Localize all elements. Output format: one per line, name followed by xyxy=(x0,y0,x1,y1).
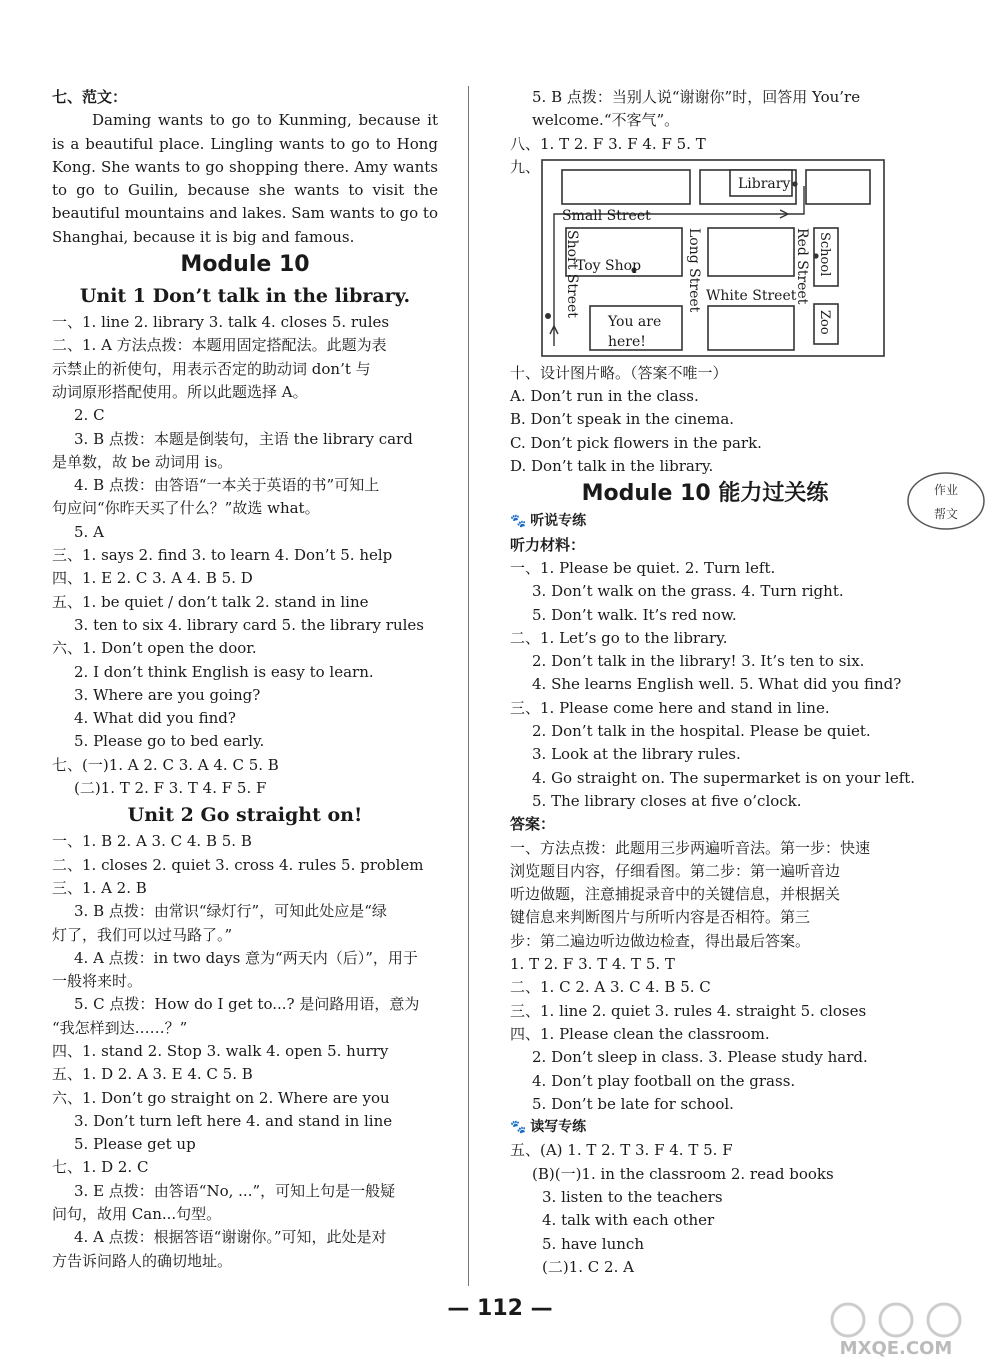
answer-line: 一、方法点拨：此题用三步两遍听音法。第一步：快速 xyxy=(510,838,871,857)
answer-line: 二、1. closes 2. quiet 3. cross 4. rules 5. problem xyxy=(52,855,424,874)
reading-section-heading: 🐾 读写专练 xyxy=(510,1116,900,1139)
answer-line: 十、设计图片略。（答案不唯一） xyxy=(510,363,728,382)
map-white-street: White Street xyxy=(706,287,797,304)
unit2-answers xyxy=(52,830,438,1273)
answer-line: 五、1. be quiet / don’t talk 2. stand in line xyxy=(52,592,369,611)
answer-line: (B)(一)1. in the classroom 2. read books xyxy=(532,1164,834,1183)
page-number: — 112 — xyxy=(447,1296,553,1321)
paw-icon: 🐾 xyxy=(510,514,527,530)
ability-module-title: Module 10 能力过关练 xyxy=(581,481,829,507)
answer-line: 4. What did you find? xyxy=(74,709,236,728)
block-bottom-middle xyxy=(708,306,794,350)
answer-line: A. Don’t run in the class. xyxy=(510,387,699,406)
answer-line: 六、1. Don’t go straight on 2. Where are you xyxy=(52,1088,390,1107)
answer-line: welcome.“不客气”。 xyxy=(532,111,680,130)
answer-line: 3. Don’t turn left here 4. and stand in line xyxy=(74,1111,393,1130)
left-column xyxy=(52,86,438,1273)
material-heading: 听力材料： xyxy=(510,535,586,554)
answer-line: 键信息来判断图片与所听内容是否相符。第三 xyxy=(510,908,811,927)
answer-line: 3. E 点拨：由答语“No, ...”，可知上句是一般疑 xyxy=(74,1181,396,1200)
answer-line: 听边做题，注意捕捉录音中的关键信息，并根据关 xyxy=(510,885,841,904)
answer-line: 三、1. line 2. quiet 3. rules 4. straight 5. closes xyxy=(510,1001,867,1020)
map-long-street: Long Street xyxy=(686,227,702,313)
answer-line: 三、1. A 2. B xyxy=(52,878,147,897)
answer-line: 2. Don’t sleep in class. 3. Please study hard. xyxy=(532,1048,868,1067)
answer-line: 三、1. says 2. find 3. to learn 4. Don’t 5. help xyxy=(52,546,393,565)
answer-line: 5. C 点拨：How do I get to...? 是问路用语，意为 xyxy=(74,995,420,1014)
right-column xyxy=(510,86,916,1279)
homework-stamp-icon xyxy=(904,468,988,534)
answer-line: 4. A 点拨：根据答语“谢谢你。”可知，此处是对 xyxy=(74,1228,387,1247)
answer-line: 4. Go straight on. The supermarket is on your left. xyxy=(532,768,916,787)
answer-line: 三、1. Please come here and stand in line. xyxy=(510,698,830,717)
answer-line: 5. Please get up xyxy=(74,1135,196,1154)
answer-line: “我怎样到达……？” xyxy=(52,1018,188,1037)
essay-heading: 七、范文： xyxy=(52,88,128,106)
answer-line: 示禁止的祈使句，用表示否定的助动词 don’t 与 xyxy=(52,359,371,378)
svg-text:MXQE.COM: MXQE.COM xyxy=(839,1338,953,1359)
reading-answers xyxy=(510,1139,900,1279)
answer-line: 2. Don’t talk in the library! 3. It’s ten to six. xyxy=(532,652,865,671)
answer-line: 4. B 点拨：由答语“一本关于英语的书”可知上 xyxy=(74,476,380,495)
answer-line: 1. T 2. F 3. T 4. T 5. T xyxy=(510,955,675,974)
answer-line: 一、1. B 2. A 3. C 4. B 5. B xyxy=(52,832,252,851)
answer-line: 3. B 点拨：由常识“绿灯行”，可知此处应是“绿 xyxy=(74,902,387,921)
answer-line: 3. Look at the library rules. xyxy=(532,745,741,764)
library-dot xyxy=(792,181,797,186)
answer-line: 四、1. Please clean the classroom. xyxy=(510,1024,770,1043)
paw-icon: 🐾 xyxy=(510,1120,527,1136)
answer-line: 四、1. E 2. C 3. A 4. B 5. D xyxy=(52,569,253,588)
map-short-street: Short Street xyxy=(564,229,580,318)
answer-line: 3. B 点拨：本题是倒装句，主语 the library card xyxy=(74,429,413,448)
answer-line: 4. Don’t play football on the grass. xyxy=(532,1071,796,1090)
answer-line: 二、1. Let’s go to the library. xyxy=(510,628,728,647)
answer-line: 2. Don’t talk in the hospital. Please be quiet. xyxy=(532,722,871,741)
answer-line: B. Don’t speak in the cinema. xyxy=(510,410,735,429)
design-answers xyxy=(510,362,900,478)
answer-line: 二、1. C 2. A 3. C 4. B 5. C xyxy=(510,978,711,997)
answer-line: 二、1. A 方法点拨：本题用固定搭配法。此题为表 xyxy=(52,336,387,355)
answer-line: 四、1. stand 2. Stop 3. walk 4. open 5. hurry xyxy=(52,1041,389,1060)
answer-line: 一、1. line 2. library 3. talk 4. closes 5. rules xyxy=(52,313,390,332)
map-here: here! xyxy=(608,333,646,350)
answer-line: 灯了，我们可以过马路了。” xyxy=(52,925,233,944)
answer-line: 2. C xyxy=(74,406,105,425)
answer-line: 一般将来时。 xyxy=(52,972,143,991)
svg-text:作业: 作业 xyxy=(933,483,959,497)
answer-line: 动词原形搭配使用。所以此题选择 A。 xyxy=(52,382,308,401)
start-dot xyxy=(545,313,551,319)
answer-line: C. Don’t pick flowers in the park. xyxy=(510,433,762,452)
block-middle xyxy=(708,228,794,276)
answer-line: 5. A xyxy=(74,522,104,541)
listening-section-heading: 🐾 听说专练 xyxy=(510,510,900,533)
svg-text:帮文: 帮文 xyxy=(933,507,959,521)
answer-line: 是单数，故 be 动词用 is。 xyxy=(52,452,233,471)
unit1-title: Unit 1 Don’t talk in the library. xyxy=(79,285,411,308)
block-top-right xyxy=(806,170,870,204)
answer-line: 五、1. D 2. A 3. E 4. C 5. B xyxy=(52,1065,253,1084)
listening-material xyxy=(510,557,916,813)
listening-answers xyxy=(510,837,900,1117)
answer-line: 2. I don’t think English is easy to learn. xyxy=(74,662,374,681)
map-toy-shop: Toy Shop xyxy=(576,257,642,274)
answer-line: 问句，故用 Can...句型。 xyxy=(52,1205,222,1224)
answer-line: 3. ten to six 4. library card 5. the library rules xyxy=(74,615,424,634)
unit2-title: Unit 2 Go straight on! xyxy=(127,804,363,827)
map-library: Library xyxy=(738,175,791,192)
answer-line: 方告诉问路人的确切地址。 xyxy=(52,1251,233,1270)
watermark-logo xyxy=(808,1296,984,1362)
answer-line: 八、1. T 2. F 3. F 4. F 5. T xyxy=(510,134,706,153)
answer-line: 5. The library closes at five o’clock. xyxy=(532,791,802,810)
answer-line: 3. Don’t walk on the grass. 4. Turn right. xyxy=(532,582,844,601)
answer-line: (二)1. T 2. F 3. T 4. F 5. F xyxy=(74,779,267,798)
map-red-street: Red Street xyxy=(794,227,810,305)
answer-line: 七、1. D 2. C xyxy=(52,1158,149,1177)
answer-line: 五、(A) 1. T 2. T 3. F 4. T 5. F xyxy=(510,1141,733,1160)
block-top-left xyxy=(562,170,690,204)
answer-line: 5. Don’t be late for school. xyxy=(532,1094,734,1113)
continued-answers xyxy=(510,86,900,156)
answer-line: 步：第二遍边听边做边检查，得出最后答案。 xyxy=(510,931,811,950)
map-school: School xyxy=(817,231,832,277)
answer-line: 一、1. Please be quiet. 2. Turn left. xyxy=(510,558,776,577)
answer-line: 5. Don’t walk. It’s red now. xyxy=(532,605,737,624)
street-map xyxy=(510,156,900,362)
answer-line: (二)1. C 2. A xyxy=(542,1257,634,1276)
answer-line: 5. Please go to bed early. xyxy=(74,732,265,751)
column-divider xyxy=(468,86,469,1286)
answer-line: 4. She learns English well. 5. What did you find? xyxy=(532,675,902,694)
map-drawing xyxy=(510,156,900,362)
map-you-are: You are xyxy=(608,313,662,330)
map-question-label: 九、 xyxy=(510,157,541,176)
answer-line: 5. have lunch xyxy=(542,1234,644,1253)
answer-line: D. Don’t talk in the library. xyxy=(510,457,714,476)
answer-line: 七、(一)1. A 2. C 3. A 4. C 5. B xyxy=(52,755,279,774)
answer-heading: 答案： xyxy=(510,815,556,834)
answer-line: 3. Where are you going? xyxy=(74,685,261,704)
answer-line: 4. A 点拨：in two days 意为“两天内（后）”，用于 xyxy=(74,948,418,967)
answer-line: 3. listen to the teachers xyxy=(542,1187,723,1206)
answer-line: 4. talk with each other xyxy=(542,1211,715,1230)
module-title: Module 10 xyxy=(180,252,310,278)
unit1-answers xyxy=(52,311,438,800)
answer-line: 六、1. Don’t open the door. xyxy=(52,639,257,658)
map-zoo: Zoo xyxy=(817,309,832,335)
answer-line: 浏览题目内容，仔细看图。第二步：第一遍听音边 xyxy=(510,861,841,880)
map-small-street: Small Street xyxy=(562,207,651,224)
answer-line: 5. B 点拨：当别人说“谢谢你”时，回答用 You’re xyxy=(532,88,861,106)
model-essay: Daming wants to go to Kunming, because it is a beautiful place. Lingling wants to go to Hong Kong. She wants to go shopping there. Amy wants to go to Guilin, because she wants to visit the beautiful mountains and lakes. Sam wants to go to Shanghai, because it is big and famous. xyxy=(52,111,438,246)
answer-line: 句应问“你昨天买了什么？”故选 what。 xyxy=(52,499,320,518)
